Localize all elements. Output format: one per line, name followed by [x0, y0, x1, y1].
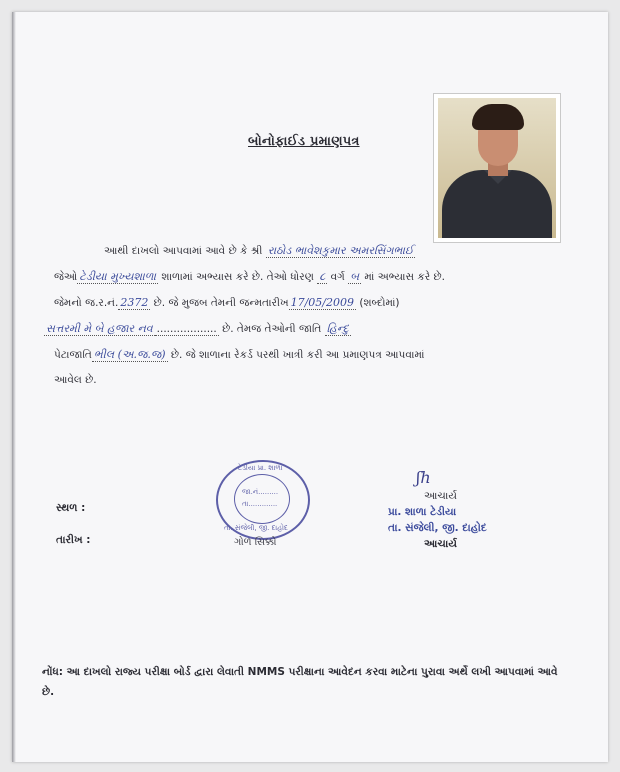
principal-signature: ʃh [416, 468, 431, 487]
student-photo [434, 94, 560, 242]
line-5: પેટાજાતિ ભીલ (અ.જ.જ) છે. જે શાળાના રેકર્ડ પરથી ખાત્રી કરી આ પ્રમાણપત્ર આપવામાં [54, 348, 425, 361]
line-2: જેઓ ટેડીયા મુખ્યશાળા શાળામાં અભ્યાસ કરે છે. તેઓ ધોરણ ૮ વર્ગ બ માં અભ્યાસ કરે છે. [54, 270, 445, 283]
sub-caste: ભીલ (અ.જ.જ) [93, 348, 166, 361]
place-label: સ્થળ : [56, 502, 86, 514]
line-3: જેમનો જ.ર.નં. 2372 છે. જે મુજબ તેમની જન્મતારીખ 17/05/2009 (શબ્દોમાં) [54, 296, 400, 309]
register-number: 2372 [120, 296, 149, 309]
date-label: તારીખ : [56, 534, 91, 546]
line-6: આવેલ છે. [54, 374, 97, 386]
acharya-label-bottom: આચાર્ય [424, 538, 457, 550]
stamp-school: પ્રા. શાળા ટેડીયા [388, 506, 457, 518]
standard: ૮ [319, 270, 326, 283]
student-name: રાઠોડ ભાવેશકુમાર અમરસિંગભાઈ [267, 244, 414, 257]
acharya-label-top: આચાર્ય [424, 490, 457, 502]
caste: હિન્દુ [326, 322, 349, 335]
seal-caption: ગોળ સિક્કો [234, 537, 277, 548]
school-name: ટેડીયા મુખ્યશાળા [79, 270, 156, 283]
line-1: આથી દાખલો આપવામાં આવે છે કે શ્રી રાઠોડ ભાવેશકુમાર અમરસિંગભાઈ [104, 244, 414, 257]
division: બ [350, 270, 360, 283]
stamp-location: તા. સંજેલી, જી. દાહોદ [388, 522, 487, 534]
certificate-page [12, 12, 608, 762]
seal-inner-ring [234, 474, 290, 524]
school-seal: ટેડીયા પ્રા. શાળા જા.નં......... તા............. તા. સંજેલી, જી. દાહોદ [216, 460, 310, 540]
dob-in-words: સત્તરમી મે બે હજાર નવ [46, 322, 153, 335]
note: નોંધ: આ દાખલો રાજ્ય પરીક્ષા બોર્ડ દ્વારા લેવાતી NMMS પરીક્ષાના આવેદન કરવા માટેના પુરાવા અર્થે લખી આપવામાં આવે છે. [42, 666, 558, 698]
line-4: સત્તરમી મે બે હજાર નવ .................. છે. તેમજ તેઓની જાતિ હિન્દુ [46, 322, 349, 335]
date-of-birth: 17/05/2009 [290, 296, 354, 309]
certificate-title: બોનોફાઈડ પ્રમાણપત્ર [248, 134, 360, 149]
